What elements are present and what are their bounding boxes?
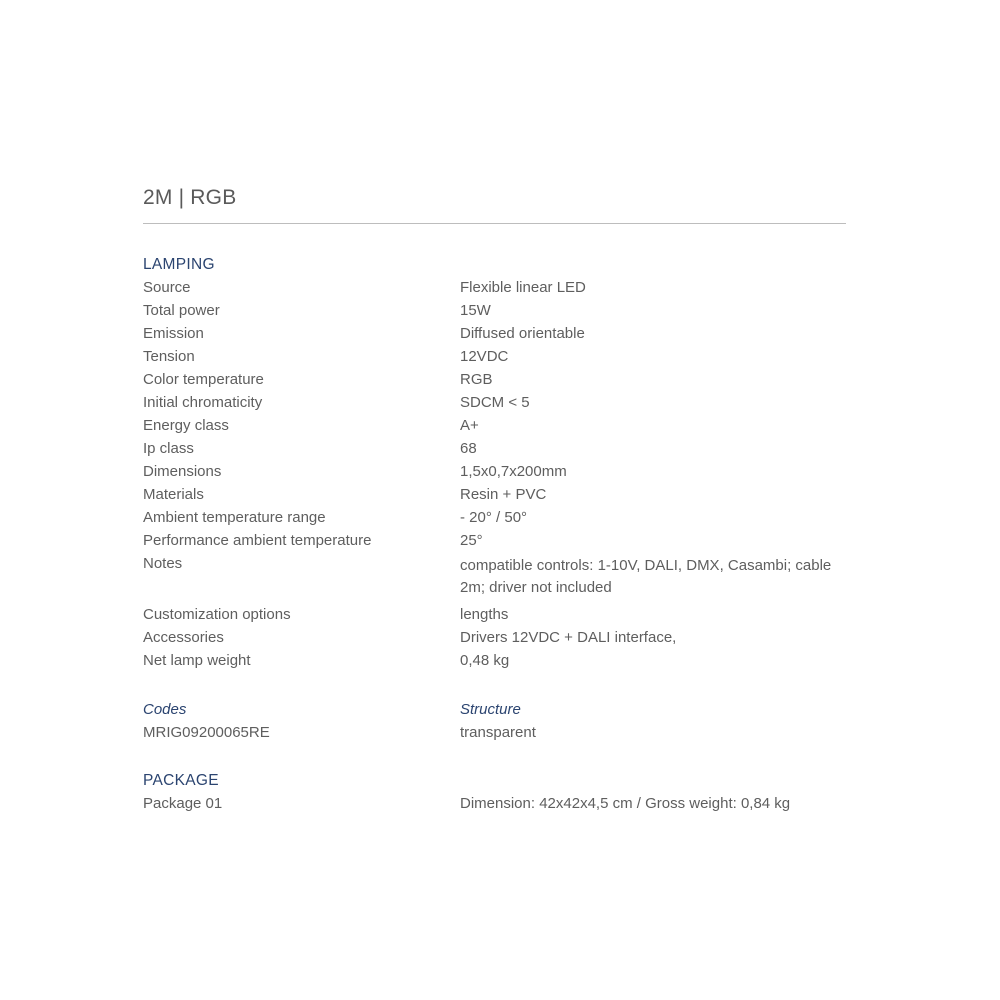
spec-value: RGB <box>460 371 493 388</box>
spec-value: Diffused orientable <box>460 325 585 342</box>
lamping-spec-list <box>143 276 846 672</box>
spec-value: - 20° / 50° <box>460 509 528 526</box>
spec-value: A+ <box>460 417 479 434</box>
spec-row-source <box>143 276 846 299</box>
spec-row-color-temperature <box>143 368 846 391</box>
spec-label: Notes <box>143 555 183 572</box>
codes-structure-headings <box>143 698 846 721</box>
spec-label: Initial chromaticity <box>143 394 263 411</box>
spec-row-tension <box>143 345 846 368</box>
codes-structure-block <box>143 698 846 744</box>
package-label: Package 01 <box>143 795 223 812</box>
product-code: MRIG09200065RE <box>143 724 270 741</box>
spec-label: Emission <box>143 325 204 342</box>
spec-row-ip-class <box>143 437 846 460</box>
spec-value: 25° <box>460 532 483 549</box>
spec-value: Resin + PVC <box>460 486 547 503</box>
title-divider <box>143 223 846 224</box>
spec-row-emission <box>143 322 846 345</box>
spec-label: Ip class <box>143 440 194 457</box>
spec-label: Ambient temperature range <box>143 509 326 526</box>
spec-label: Accessories <box>143 629 224 646</box>
spec-row-ambient-temperature-range <box>143 506 846 529</box>
spec-label: Performance ambient temperature <box>143 532 372 549</box>
spec-row-customization-options <box>143 603 846 626</box>
spec-label: Total power <box>143 302 220 319</box>
spec-label: Energy class <box>143 417 229 434</box>
spec-value: SDCM < 5 <box>460 394 530 411</box>
spec-value: 68 <box>460 440 477 457</box>
structure-value: transparent <box>460 724 536 741</box>
product-spec-sheet <box>143 183 846 815</box>
spec-value: 12VDC <box>460 348 509 365</box>
spec-row-dimensions <box>143 460 846 483</box>
spec-value: lengths <box>460 606 509 623</box>
spec-row-initial-chromaticity <box>143 391 846 414</box>
package-value: Dimension: 42x42x4,5 cm / Gross weight: 0,84 kg <box>460 795 791 812</box>
spec-row-accessories <box>143 626 846 649</box>
spec-row-notes <box>143 552 846 599</box>
spec-row-total-power <box>143 299 846 322</box>
spec-value: 1,5x0,7x200mm <box>460 463 567 480</box>
spec-label: Tension <box>143 348 195 365</box>
codes-structure-values <box>143 721 846 744</box>
spec-label: Color temperature <box>143 371 264 388</box>
lamping-heading: LAMPING <box>143 256 215 273</box>
spec-label: Net lamp weight <box>143 652 251 669</box>
page-title: 2M | RGB <box>143 186 237 209</box>
spec-value: Flexible linear LED <box>460 279 586 296</box>
spec-row-materials <box>143 483 846 506</box>
spec-row-energy-class <box>143 414 846 437</box>
spec-value: 15W <box>460 302 491 319</box>
spec-label: Customization options <box>143 606 291 623</box>
spec-row-net-lamp-weight <box>143 649 846 672</box>
package-row <box>143 792 846 815</box>
spec-value: Drivers 12VDC + DALI interface, <box>460 629 677 646</box>
spec-label: Source <box>143 279 191 296</box>
spec-value: 0,48 kg <box>460 652 510 669</box>
package-heading: PACKAGE <box>143 772 219 789</box>
spec-row-performance-ambient-temperature <box>143 529 846 552</box>
spec-label: Dimensions <box>143 463 222 480</box>
spec-value: compatible controls: 1-10V, DALI, DMX, Casambi; cable 2m; driver not included <box>460 557 832 596</box>
structure-heading: Structure <box>460 701 521 718</box>
codes-heading: Codes <box>143 701 187 718</box>
spec-label: Materials <box>143 486 204 503</box>
